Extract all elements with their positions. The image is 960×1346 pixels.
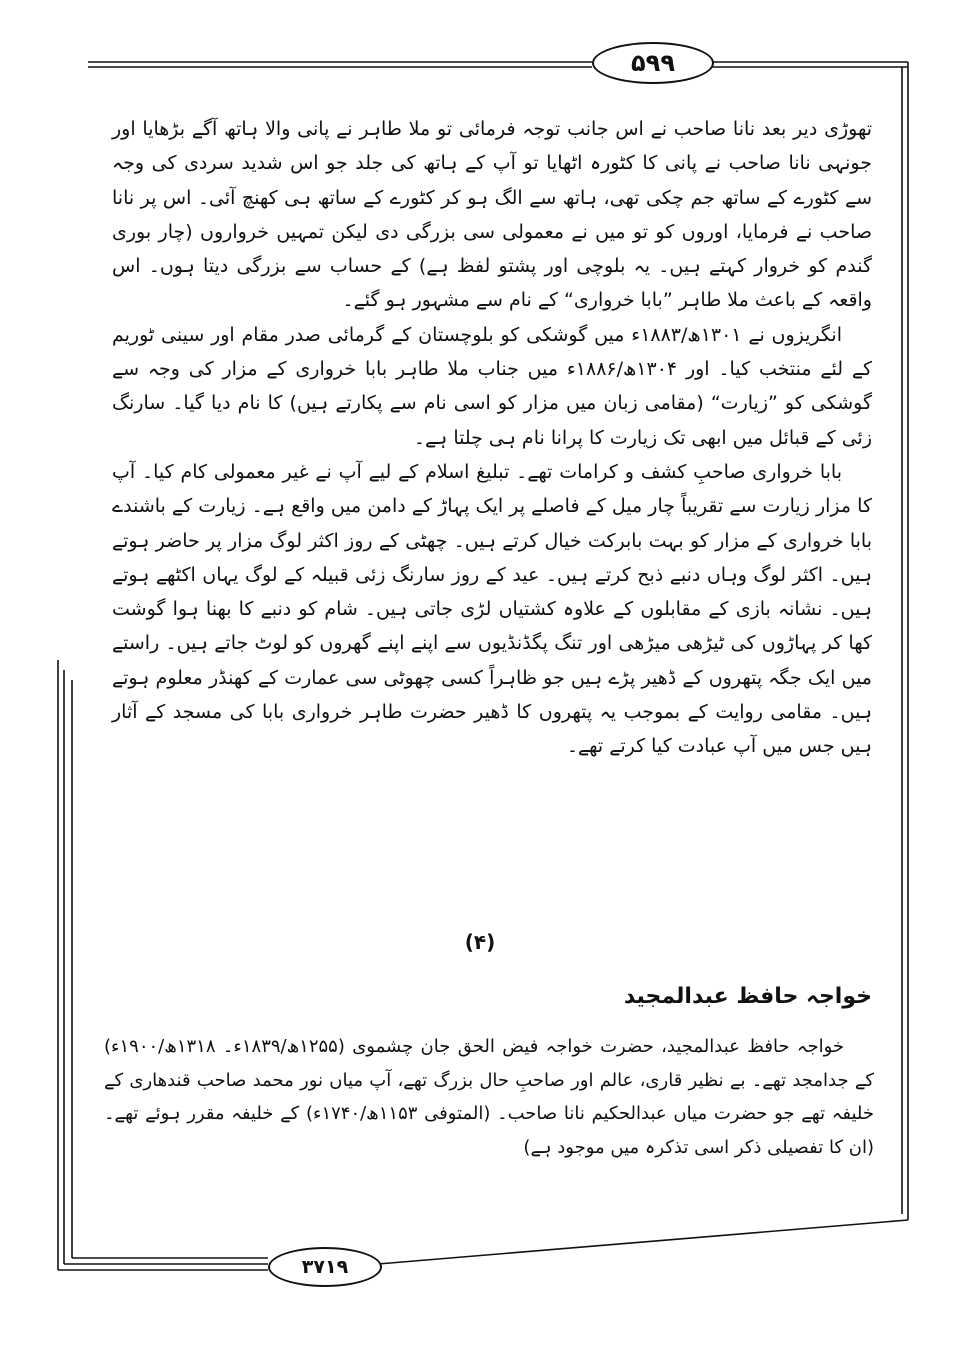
page-number-bottom: [268, 1247, 382, 1287]
page-number-top: [592, 42, 714, 84]
section-title: خواجہ حافظ عبدالمجید: [623, 984, 872, 1009]
section-number: (۴): [464, 930, 496, 954]
paragraph-hafiz-abdul-majeed: خواجہ حافظ عبدالمجید، حضرت خواجہ فیض الحق جان چشموی (۱۲۵۵ھ/۱۸۳۹ء۔ ۱۳۱۸ھ/۱۹۰۰ء) کے جدامجد تھے۔ بے نظیر قاری، عالم اور صاحبِ حال بزرگ تھے، آپ میاں نور محمد صاحب قندھاری کے خلیفہ تھے جو حضرت میاں عبدالحکیم نانا صاحب۔ (المتوفی ۱۱۵۳ھ/۱۷۴۰ء) کے خلیفہ مقرر ہوئے تھے۔ (ان کا تفصیلی ذکر اسی تذکرہ میں موجود ہے): [104, 1036, 874, 1158]
body-text: [112, 112, 872, 764]
paragraph-ziarat-name: انگریزوں نے ۱۳۰۱ھ/۱۸۸۳ء میں گوشکی کو بلوچستان کے گرمائی صدر مقام اور سینی ٹوریم کے لئے منتخب کیا۔ اور ۱۳۰۴ھ/۱۸۸۶ء میں جناب ملا طاہر بابا خرواری کے مزار کی وجہ سے گوشکی کو ”زیارت“ (مقامی زبان میں مزار کو اسی نام سے پکارتے ہیں) کا نام دیا گیا۔ سارنگ زئی کے قبائل میں ابھی تک زیارت کا پرانا نام ہی چلتا ہے۔: [112, 323, 872, 449]
page-number-top-text: ۵۹۹: [631, 49, 675, 77]
paragraph-baba-kharwari-story: تھوڑی دیر بعد نانا صاحب نے اس جانب توجہ فرمائی تو ملا طاہر نے پانی والا ہاتھ آگے بڑھایا اور جونہی نانا صاحب نے پانی کا کٹورہ اٹھایا تو آپ کے ہاتھ کی جلد جو اس شدید سردی کی وجہ سے کٹورے کے ساتھ جم چکی تھی، ہاتھ سے الگ ہو کر کٹورے کے ساتھ ہی کھنچ آئی۔ اس پر نانا صاحب نے فرمایا، اوروں کو تو میں نے معمولی سی بزرگی دی لیکن تمہیں خرواروں (چار بوری گندم کو خروار کہتے ہیں۔ یہ بلوچی اور پشتو لفظ ہے) کے حساب سے بزرگی دیتا ہوں۔ اس واقعہ کے باعث ملا طاہر ”بابا خرواری“ کے نام سے مشہور ہو گئے۔: [112, 118, 872, 312]
paragraph-baba-kharwari-shrine: بابا خرواری صاحبِ کشف و کرامات تھے۔ تبلیغ اسلام کے لیے آپ نے غیر معمولی کام کیا۔ آپ کا مزار زیارت سے تقریباً چار میل کے فاصلے پر ایک پہاڑ کے دامن میں واقع ہے۔ زیارت کے باشندے بابا خرواری کے مزار کو بہت بابرکت خیال کرتے ہیں۔ چھٹی کے روز اکثر لوگ مزار پر حاضر ہوتے ہیں۔ اکثر لوگ وہاں دنبے ذبح کرتے ہیں۔ عید کے روز سارنگ زئی قبیلہ کے لوگ یہاں اکٹھے ہوتے ہیں۔ نشانہ بازی کے مقابلوں کے علاوہ کشتیاں لڑی جاتی ہیں۔ شام کو دنبے کا بھنا ہوا گوشت کھا کر پہاڑوں کی ٹیڑھی میڑھی اور تنگ پگڈنڈیوں سے اپنے اپنے گھروں کو لوٹ جاتے ہیں۔ راستے میں ایک جگہ پتھروں کے ڈھیر پڑے ہیں جو ظاہراً کسی چھوٹی سی عمارت کے کھنڈر معلوم ہوتے ہیں۔ مقامی روایت کے بموجب یہ پتھروں کا ڈھیر حضرت طاہر خرواری بابا کی مسجد کے آثار ہیں جس میں آپ عبادت کیا کرتے تھے۔: [112, 460, 872, 758]
section-text: [104, 1030, 874, 1164]
page-number-bottom-text: ۳۷۱۹: [301, 1256, 349, 1278]
